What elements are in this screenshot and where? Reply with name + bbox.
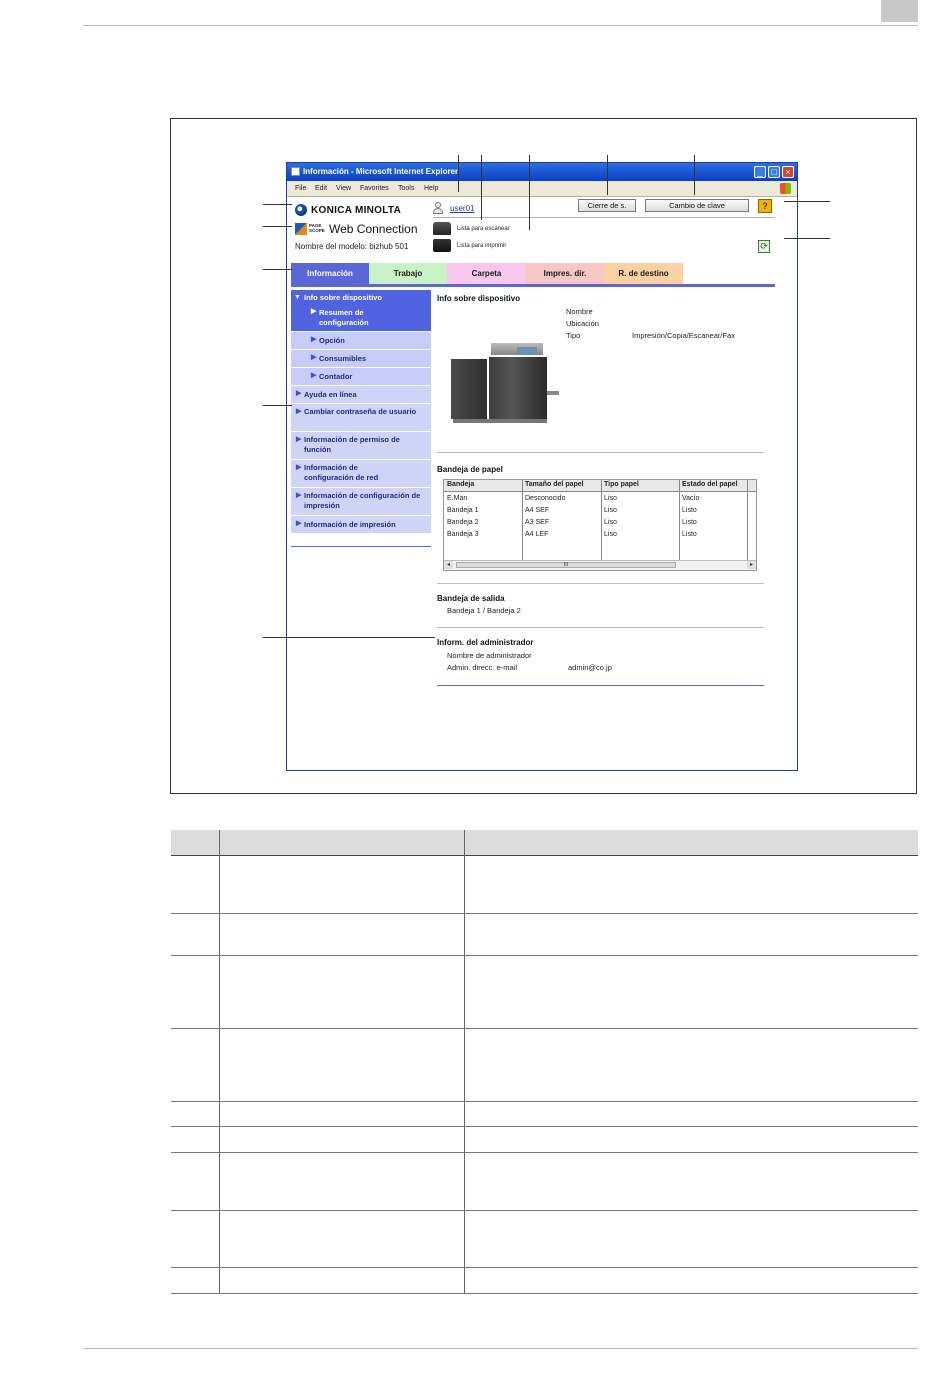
triangle-right-icon: ▶ [296, 390, 302, 397]
sidebar-item-ayuda[interactable]: ▶ Ayuda en línea [291, 386, 431, 404]
table-row [171, 1211, 918, 1268]
sidebar-item-config-red[interactable]: ▶ Información de configuración de red [291, 460, 431, 488]
triangle-right-icon: ▶ [311, 336, 317, 343]
admin-name-label: Nombre de administrador [447, 651, 532, 660]
table-cell: Liso [604, 519, 617, 526]
table-cell: Vacío [682, 495, 700, 502]
callout-line [481, 155, 482, 220]
sidebar-item-cambiar-contrasena[interactable]: ▶ Cambiar contraseña de usuario [291, 404, 431, 432]
menu-view[interactable]: View [336, 185, 352, 192]
column-header: Estado del papel [682, 481, 738, 488]
tab-carpeta[interactable]: Carpeta [447, 263, 526, 284]
tab-impres-dir[interactable]: Impres. dir. [526, 263, 604, 284]
table-cell: Listo [682, 507, 697, 514]
model-name: Nombre del modelo: bizhub 501 [295, 242, 409, 251]
table-cell: Bandeja 1 [447, 507, 479, 514]
callout-line [263, 637, 435, 638]
scan-status: Lista para escanear [457, 226, 510, 232]
logout-button[interactable]: Cierre de s. [578, 199, 636, 212]
triangle-right-icon: ▶ [296, 464, 302, 471]
table-cell: A3 SEF [525, 519, 550, 526]
windows-logo-icon [780, 183, 791, 194]
user-icon [433, 202, 443, 214]
sidebar-sub-item-opcion[interactable]: ▶ Opción [291, 332, 431, 350]
field-nombre-label: Nombre [566, 307, 593, 316]
table-cell: Desconocido [525, 495, 566, 502]
callout-line [694, 155, 695, 195]
triangle-right-icon: ▶ [296, 520, 302, 527]
admin-email-label: Admin. direcc. e-mail [447, 663, 518, 672]
device-info-title: Info sobre dispositivo [437, 294, 521, 303]
callout-line [263, 269, 292, 270]
table-cell: Liso [604, 495, 617, 502]
menu-file[interactable]: File [295, 185, 307, 192]
refresh-icon[interactable]: ⟳ [758, 240, 770, 253]
page-header-rule [83, 25, 918, 26]
brand-name: KONICA MINOLTA [311, 205, 402, 216]
minimize-button[interactable]: _ [754, 166, 766, 178]
triangle-right-icon: ▶ [296, 436, 302, 443]
pagescope-mark-icon [295, 223, 307, 235]
tab-bar [291, 263, 777, 284]
table-row [171, 1127, 918, 1153]
table-cell: E.Man [447, 495, 468, 502]
table-row [171, 856, 918, 914]
section-divider [437, 627, 764, 628]
title-bar [287, 163, 797, 181]
table-row [171, 914, 918, 956]
device-image [449, 337, 557, 425]
sidebar-bottom-rule [291, 546, 431, 547]
field-ubicacion-label: Ubicación [566, 319, 599, 328]
triangle-right-icon: ▶ [296, 492, 302, 499]
sidebar-head[interactable]: ▼ Info sobre dispositivo [291, 290, 431, 305]
sidebar-sub-item-contador[interactable]: ▶ Contador [291, 368, 431, 386]
triangle-right-icon: ▶ [311, 372, 317, 379]
triangle-down-icon: ▼ [294, 294, 301, 301]
column-header: Bandeja [447, 481, 475, 488]
tab-underline [291, 284, 775, 287]
sidebar-sub-item-consumibles[interactable]: ▶ Consumibles [291, 350, 431, 368]
paper-tray-table [443, 479, 757, 571]
callout-line [784, 238, 830, 239]
page-icon [291, 167, 300, 176]
printer-icon [433, 239, 451, 252]
section-divider [437, 685, 764, 686]
user-name[interactable]: user01 [450, 204, 475, 213]
table-header [444, 480, 756, 492]
callout-line [784, 201, 830, 202]
callout-line [458, 155, 459, 192]
close-button[interactable]: × [782, 166, 794, 178]
triangle-right-icon: ▶ [311, 308, 317, 315]
change-password-button[interactable]: Cambio de clave [645, 199, 749, 212]
konica-minolta-symbol-icon [295, 204, 307, 216]
maximize-button[interactable]: □ [768, 166, 780, 178]
browser-window [286, 162, 798, 771]
triangle-right-icon: ▶ [311, 354, 317, 361]
column-header: Tipo papel [604, 481, 639, 488]
table-row [171, 1153, 918, 1211]
scroll-thumb[interactable]: III [456, 562, 676, 568]
menu-edit[interactable]: Edit [315, 185, 328, 192]
admin-title: Inform. del administrador [437, 638, 534, 647]
callout-line [607, 155, 608, 195]
table-cell: Listo [682, 519, 697, 526]
scroll-right-icon[interactable]: ▸ [747, 561, 756, 569]
menu-favorites[interactable]: Favorites [360, 185, 389, 192]
admin-email-value: admin@co.jp [568, 663, 612, 672]
triangle-right-icon: ▶ [296, 408, 302, 415]
table-cell: A4 LEF [525, 531, 549, 538]
callout-line [263, 226, 292, 227]
tab-informacion[interactable]: Información [291, 263, 369, 284]
sidebar-item-config-impresion[interactable]: ▶ Información de configuración de impresión [291, 488, 431, 516]
table-header [171, 830, 918, 856]
table-cell: Bandeja 2 [447, 519, 479, 526]
table-row [171, 1029, 918, 1102]
sidebar-item-info-impresion[interactable]: ▶ Información de impresión [291, 516, 431, 534]
column-header: Tamaño del papel [525, 481, 584, 488]
menu-bar [287, 181, 797, 197]
help-button[interactable]: ? [758, 199, 772, 213]
page-content [287, 196, 797, 771]
header-divider [433, 217, 775, 218]
table-cell: Liso [604, 507, 617, 514]
table-row [171, 1102, 918, 1127]
sidebar-sub-item-resumen[interactable]: ▶ Resumen de configuración [291, 305, 431, 332]
tab-r-de-destino[interactable]: R. de destino [604, 263, 683, 284]
output-tray-value: Bandeja 1 / Bandeja 2 [447, 606, 521, 615]
field-tipo-label: Tipo [566, 331, 581, 340]
print-status: Lista para imprimir [457, 243, 507, 249]
tab-trabajo[interactable]: Trabajo [369, 263, 447, 284]
callout-line [263, 204, 292, 205]
page-number-box [881, 0, 918, 22]
callout-line [263, 405, 292, 406]
page-footer-rule [83, 1348, 918, 1349]
table-cell: Bandeja 3 [447, 531, 479, 538]
section-divider [437, 452, 764, 453]
scanner-icon [433, 222, 451, 235]
paper-tray-title: Bandeja de papel [437, 465, 503, 474]
product-name: Web Connection [329, 222, 418, 236]
table-row [171, 956, 918, 1029]
scroll-left-icon[interactable]: ◂ [444, 561, 453, 569]
window-title: Información - Microsoft Internet Explorer [303, 167, 459, 176]
menu-help[interactable]: Help [424, 185, 439, 192]
table-row [171, 1268, 918, 1294]
output-tray-title: Bandeja de salida [437, 594, 505, 603]
table-cell: Liso [604, 531, 617, 538]
table-cell: Listo [682, 531, 697, 538]
field-tipo-value: Impresión/Copia/Escanear/Fax [632, 331, 735, 340]
table-cell: A4 SEF [525, 507, 550, 514]
callout-line [529, 155, 530, 230]
section-divider [437, 583, 764, 584]
menu-tools[interactable]: Tools [398, 185, 415, 192]
sidebar-item-permiso-funcion[interactable]: ▶ Información de permiso de función [291, 432, 431, 460]
pagescope-mark-text: PAGE SCOPE [309, 223, 325, 233]
horizontal-scrollbar[interactable] [444, 560, 756, 570]
